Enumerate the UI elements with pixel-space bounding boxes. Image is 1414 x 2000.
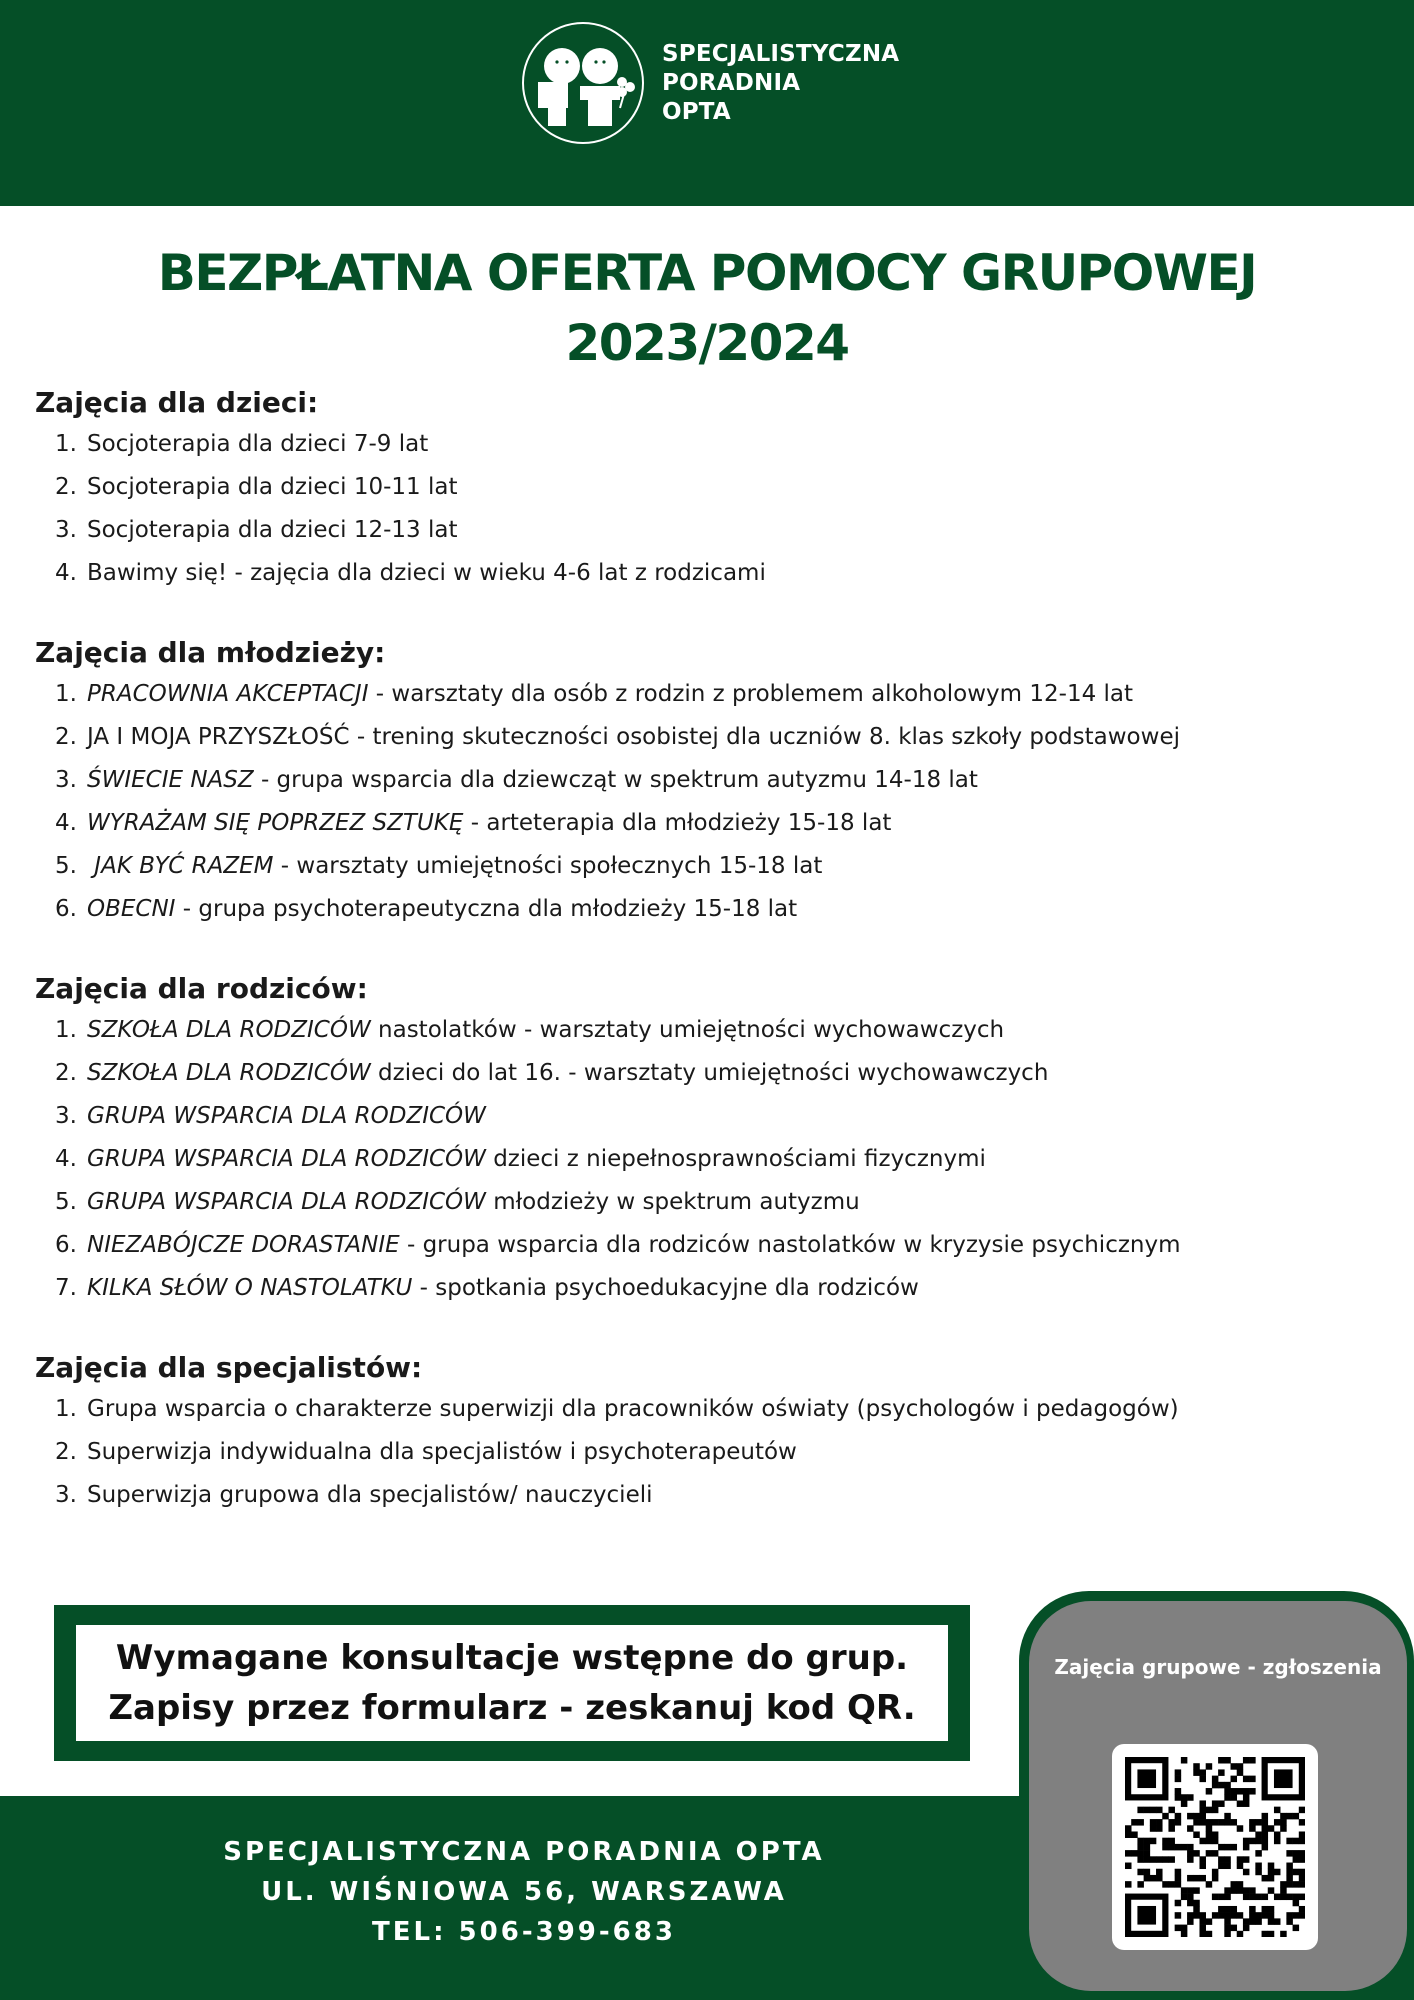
list-item [35, 1095, 1335, 1138]
item-number: 3. [55, 1482, 77, 1508]
item-number: 1. [55, 1396, 77, 1422]
notice-line-consultation: Wymagane konsultacje wstępne do grup. [115, 1638, 909, 1678]
item-text: dzieci z niepełnosprawnościami fizycznymi [485, 1146, 986, 1172]
list-item [35, 1388, 1335, 1431]
item-name: NIEZABÓJCZE DORASTANIE [87, 1232, 400, 1258]
list-item [35, 423, 1335, 466]
item-name: PRACOWNIA AKCEPTACJI [87, 681, 369, 707]
qr-label: Zajęcia grupowe - zgłoszenia [1054, 1655, 1382, 1679]
list-item [35, 802, 1335, 845]
item-text: Superwizja grupowa dla specjalistów/ nauczycieli [87, 1482, 653, 1508]
list-item [35, 509, 1335, 552]
section-parents [35, 969, 1335, 1310]
item-text: Bawimy się! - zajęcia dla dzieci w wieku 4-6 lat z rodzicami [87, 560, 766, 586]
item-number: 6. [55, 896, 77, 922]
list-item [35, 716, 1335, 759]
list-item [35, 673, 1335, 716]
item-text: - spotkania psychoedukacyjne dla rodziców [412, 1275, 919, 1301]
item-number: 4. [55, 560, 77, 586]
org-name [662, 40, 899, 127]
item-text: - warsztaty dla osób z rodzin z problemem alkoholowym 12-14 lat [368, 681, 1134, 707]
list-item [35, 1009, 1335, 1052]
qr-card-inner [1029, 1601, 1407, 1991]
item-text: Socjoterapia dla dzieci 10-11 lat [87, 474, 458, 500]
list-item [35, 1224, 1335, 1267]
item-text: dzieci do lat 16. - warsztaty umiejętności wychowawczych [370, 1060, 1049, 1086]
section-heading: Zajęcia dla specjalistów: [35, 1351, 423, 1384]
item-name: SZKOŁA DLA RODZICÓW [87, 1017, 371, 1043]
item-number: 3. [55, 1103, 77, 1129]
list-item [35, 1138, 1335, 1181]
item-name: SZKOŁA DLA RODZICÓW [87, 1060, 371, 1086]
notice-box [54, 1605, 970, 1761]
qr-card [1019, 1591, 1414, 2000]
list-item [35, 466, 1335, 509]
org-name-line1: SPECJALISTYCZNA [662, 41, 900, 67]
item-number: 4. [55, 1146, 77, 1172]
item-text: JA I MOJA PRZYSZŁOŚĆ - trening skuteczności osobistej dla uczniów 8. klas szkoły podstawowej [87, 724, 1180, 750]
item-text: - grupa psychoterapeutyczna dla młodzieży 15-18 lat [175, 896, 798, 922]
item-list [35, 1388, 1335, 1517]
item-number: 3. [55, 767, 77, 793]
item-name: JAK BYĆ RAZEM [87, 853, 274, 879]
notice-line-registration: Zapisy przez formularz - zeskanuj kod QR. [108, 1688, 916, 1728]
section-heading: Zajęcia dla rodziców: [35, 972, 368, 1005]
list-item [35, 1052, 1335, 1095]
item-name: KILKA SŁÓW O NASTOLATKU [87, 1275, 413, 1301]
section-children [35, 383, 1335, 595]
item-text: - arteterapia dla młodzieży 15-18 lat [463, 810, 892, 836]
item-name: OBECNI [87, 896, 176, 922]
item-number: 2. [55, 1060, 77, 1086]
item-text: - grupa wsparcia dla rodziców nastolatków w kryzysie psychicznym [399, 1232, 1181, 1258]
item-number: 6. [55, 1232, 77, 1258]
item-number: 3. [55, 517, 77, 543]
item-list [35, 423, 1335, 595]
item-text: Socjoterapia dla dzieci 7-9 lat [87, 431, 429, 457]
item-text: nastolatków - warsztaty umiejętności wychowawczych [370, 1017, 1005, 1043]
section-youth [35, 633, 1335, 931]
item-list [35, 673, 1335, 931]
footer-address: UL. WIŚNIOWA 56, WARSZAWA [261, 1877, 787, 1907]
item-text: młodzieży w spektrum autyzmu [485, 1189, 860, 1215]
item-number: 5. [55, 853, 77, 879]
item-number: 2. [55, 724, 77, 750]
org-name-line2: PORADNIA [662, 70, 801, 96]
item-number: 1. [55, 431, 77, 457]
list-item [35, 888, 1335, 931]
item-number: 1. [55, 1017, 77, 1043]
item-name: ŚWIECIE NASZ [87, 767, 254, 793]
list-item [35, 1267, 1335, 1310]
page-title-year: 2023/2024 [565, 314, 849, 372]
item-text: - grupa wsparcia dla dziewcząt w spektrum autyzmu 14-18 lat [253, 767, 978, 793]
item-text: - warsztaty umiejętności społecznych 15-18 lat [273, 853, 823, 879]
item-number: 2. [55, 474, 77, 500]
list-item [35, 845, 1335, 888]
section-specialists [35, 1348, 1335, 1517]
item-name: GRUPA WSPARCIA DLA RODZICÓW [87, 1189, 486, 1215]
footer-org-name: SPECJALISTYCZNA PORADNIA OPTA [223, 1837, 825, 1867]
item-name: WYRAŻAM SIĘ POPRZEZ SZTUKĘ [87, 810, 464, 836]
item-list [35, 1009, 1335, 1310]
list-item [35, 759, 1335, 802]
item-number: 7. [55, 1275, 77, 1301]
item-number: 1. [55, 681, 77, 707]
opta-logo-icon [522, 22, 644, 144]
list-item [35, 1431, 1335, 1474]
item-number: 2. [55, 1439, 77, 1465]
footer-phone: TEL: 506-399-683 [372, 1917, 676, 1947]
notice-content [76, 1625, 948, 1741]
list-item [35, 552, 1335, 595]
section-heading: Zajęcia dla młodzieży: [35, 636, 386, 669]
list-item [35, 1181, 1335, 1224]
qr-code-icon[interactable] [1125, 1757, 1305, 1937]
item-text: Socjoterapia dla dzieci 12-13 lat [87, 517, 458, 543]
org-name-line3: OPTA [662, 99, 731, 125]
section-heading: Zajęcia dla dzieci: [35, 386, 319, 419]
item-number: 5. [55, 1189, 77, 1215]
item-name: GRUPA WSPARCIA DLA RODZICÓW [87, 1103, 486, 1129]
list-item [35, 1474, 1335, 1517]
item-text: Superwizja indywidualna dla specjalistów i psychoterapeutów [87, 1439, 797, 1465]
page-title: BEZPŁATNA OFERTA POMOCY GRUPOWEJ [157, 244, 1257, 302]
offer-sections [35, 383, 1335, 1555]
item-number: 4. [55, 810, 77, 836]
item-name: GRUPA WSPARCIA DLA RODZICÓW [87, 1146, 486, 1172]
item-text: Grupa wsparcia o charakterze superwizji dla pracowników oświaty (psychologów i pedagogów) [87, 1396, 1179, 1422]
header-banner [0, 0, 1414, 206]
qr-code[interactable] [1112, 1744, 1318, 1950]
footer-contact [0, 1832, 1048, 1952]
